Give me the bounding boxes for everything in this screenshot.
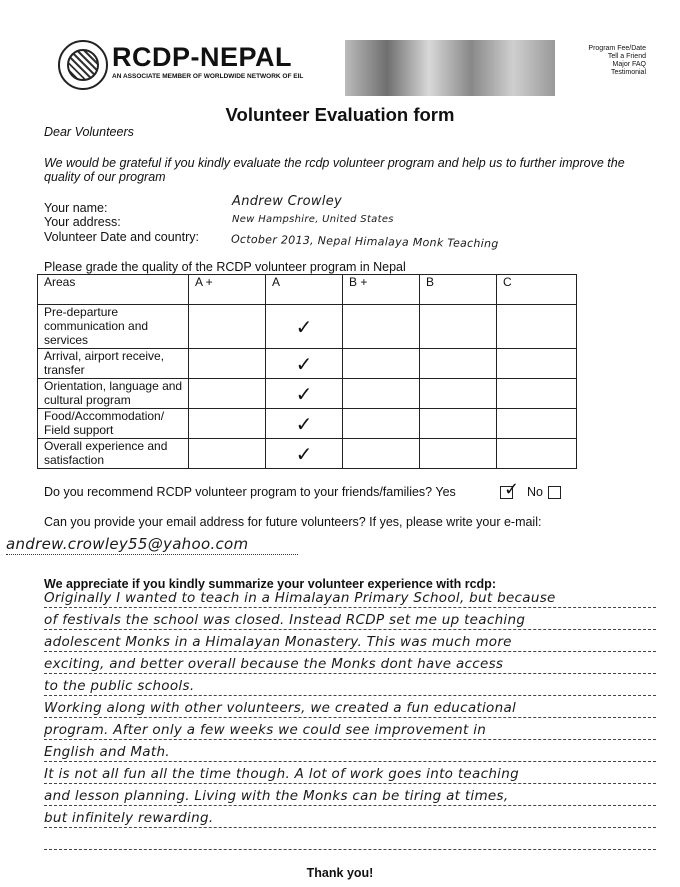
- ruled-line: [44, 805, 656, 806]
- area-label: Pre-departure communication and services: [38, 305, 189, 349]
- summary-line: of festivals the school was closed. Instead RCDP set me up teaching: [44, 612, 526, 628]
- header-link-faq[interactable]: Major FAQ: [612, 61, 646, 68]
- grade-cell-checked[interactable]: ✓: [266, 305, 343, 349]
- header-link-tell-friend[interactable]: Tell a Friend: [607, 53, 646, 60]
- grade-cell[interactable]: [497, 349, 577, 379]
- brand-name: RCDP-NEPAL: [112, 42, 292, 72]
- grade-cell[interactable]: [343, 305, 420, 349]
- table-row: [38, 409, 577, 439]
- address-label: Your address:: [44, 215, 121, 229]
- grade-cell[interactable]: [189, 439, 266, 469]
- grade-cell[interactable]: [343, 409, 420, 439]
- no-label: No: [527, 485, 543, 499]
- ruled-line: [44, 695, 656, 696]
- ruled-line: [44, 849, 656, 850]
- ruled-line: [44, 717, 656, 718]
- recommend-question: Do you recommend RCDP volunteer program to your friends/families? Yes: [44, 485, 456, 499]
- grade-cell-checked[interactable]: ✓: [266, 349, 343, 379]
- grade-cell[interactable]: [189, 349, 266, 379]
- summary-question: We appreciate if you kindly summarize your volunteer experience with rcdp:: [44, 577, 496, 591]
- form-title: Volunteer Evaluation form: [225, 104, 455, 125]
- grade-cell[interactable]: [189, 409, 266, 439]
- column-header: Areas: [38, 275, 189, 305]
- table-row: [38, 349, 577, 379]
- column-header: B: [420, 275, 497, 305]
- area-label: Food/Accommodation/ Field support: [38, 409, 189, 439]
- grade-cell[interactable]: [189, 379, 266, 409]
- column-header: B +: [343, 275, 420, 305]
- area-label: Overall experience and satisfaction: [38, 439, 189, 469]
- email-underline: [6, 554, 298, 555]
- email-question: Can you provide your email address for future volunteers? If yes, please write your e-mail:: [44, 515, 542, 529]
- salutation: Dear Volunteers: [44, 125, 134, 139]
- summary-line: adolescent Monks in a Himalayan Monastery. This was much more: [44, 634, 512, 650]
- ruled-line: [44, 629, 656, 630]
- brand-tagline: AN ASSOCIATE MEMBER OF WORLDWIDE NETWORK OF EIL: [112, 73, 304, 80]
- grade-cell[interactable]: [343, 379, 420, 409]
- grade-table-header: [38, 275, 577, 305]
- ruled-line: [44, 761, 656, 762]
- table-row: [38, 439, 577, 469]
- table-row: [38, 305, 577, 349]
- grade-cell-checked[interactable]: ✓: [266, 379, 343, 409]
- grade-cell[interactable]: [497, 439, 577, 469]
- email-field[interactable]: andrew.crowley55@yahoo.com: [6, 535, 249, 553]
- grade-cell[interactable]: [497, 305, 577, 349]
- grade-cell[interactable]: [420, 409, 497, 439]
- intro-text: We would be grateful if you kindly evaluate the rcdp volunteer program and help us to further improve the quality of our program: [44, 156, 625, 184]
- grade-cell[interactable]: [343, 439, 420, 469]
- rcdp-logo: [58, 40, 108, 90]
- grade-cell[interactable]: [420, 439, 497, 469]
- ruled-line: [44, 739, 656, 740]
- table-row: [38, 379, 577, 409]
- column-header: A: [266, 275, 343, 305]
- ruled-line: [44, 827, 656, 828]
- ruled-line: [44, 607, 656, 608]
- name-label: Your name:: [44, 201, 108, 215]
- grade-table: [37, 274, 577, 469]
- summary-line: It is not all fun all the time though. A lot of work goes into teaching: [44, 766, 519, 782]
- column-header: C: [497, 275, 577, 305]
- summary-line: English and Math.: [44, 744, 170, 760]
- grade-heading: Please grade the quality of the RCDP volunteer program in Nepal: [44, 260, 406, 274]
- summary-line: to the public schools.: [44, 678, 195, 694]
- grade-cell[interactable]: [420, 305, 497, 349]
- grade-cell-checked[interactable]: ✓: [266, 439, 343, 469]
- address-field[interactable]: New Hampshire, United States: [232, 214, 394, 225]
- grade-cell[interactable]: [497, 409, 577, 439]
- area-label: Orientation, language and cultural program: [38, 379, 189, 409]
- header-link-testimonial[interactable]: Testimonial: [610, 69, 646, 76]
- area-label: Arrival, airport receive, transfer: [38, 349, 189, 379]
- header-links: [562, 45, 646, 77]
- grade-cell[interactable]: [189, 305, 266, 349]
- summary-line: exciting, and better overall because the Monks dont have access: [44, 656, 504, 672]
- summary-line: but infinitely rewarding.: [44, 810, 214, 826]
- no-checkbox[interactable]: [548, 486, 561, 499]
- header-photo: [345, 40, 555, 96]
- header-link-program-fee[interactable]: Program Fee/Date: [588, 45, 646, 52]
- grade-cell[interactable]: [343, 349, 420, 379]
- summary-line: and lesson planning. Living with the Monks can be tiring at times,: [44, 788, 509, 804]
- grade-cell[interactable]: [420, 349, 497, 379]
- ruled-line: [44, 783, 656, 784]
- ruled-line: [44, 673, 656, 674]
- ruled-line: [44, 651, 656, 652]
- column-header: A +: [189, 275, 266, 305]
- grade-cell[interactable]: [420, 379, 497, 409]
- summary-line: Originally I wanted to teach in a Himalayan Primary School, but because: [44, 590, 556, 606]
- date-country-field[interactable]: October 2013, Nepal Himalaya Monk Teaching: [230, 232, 499, 251]
- date-country-label: Volunteer Date and country:: [44, 230, 199, 244]
- thank-you: Thank you!: [306, 866, 374, 880]
- summary-line: program. After only a few weeks we could see improvement in: [44, 722, 487, 738]
- grade-cell-checked[interactable]: ✓: [266, 409, 343, 439]
- summary-line: Working along with other volunteers, we created a fun educational: [44, 700, 517, 716]
- grade-cell[interactable]: [497, 379, 577, 409]
- yes-check-mark: ✓: [504, 479, 520, 500]
- name-field[interactable]: Andrew Crowley: [232, 194, 343, 209]
